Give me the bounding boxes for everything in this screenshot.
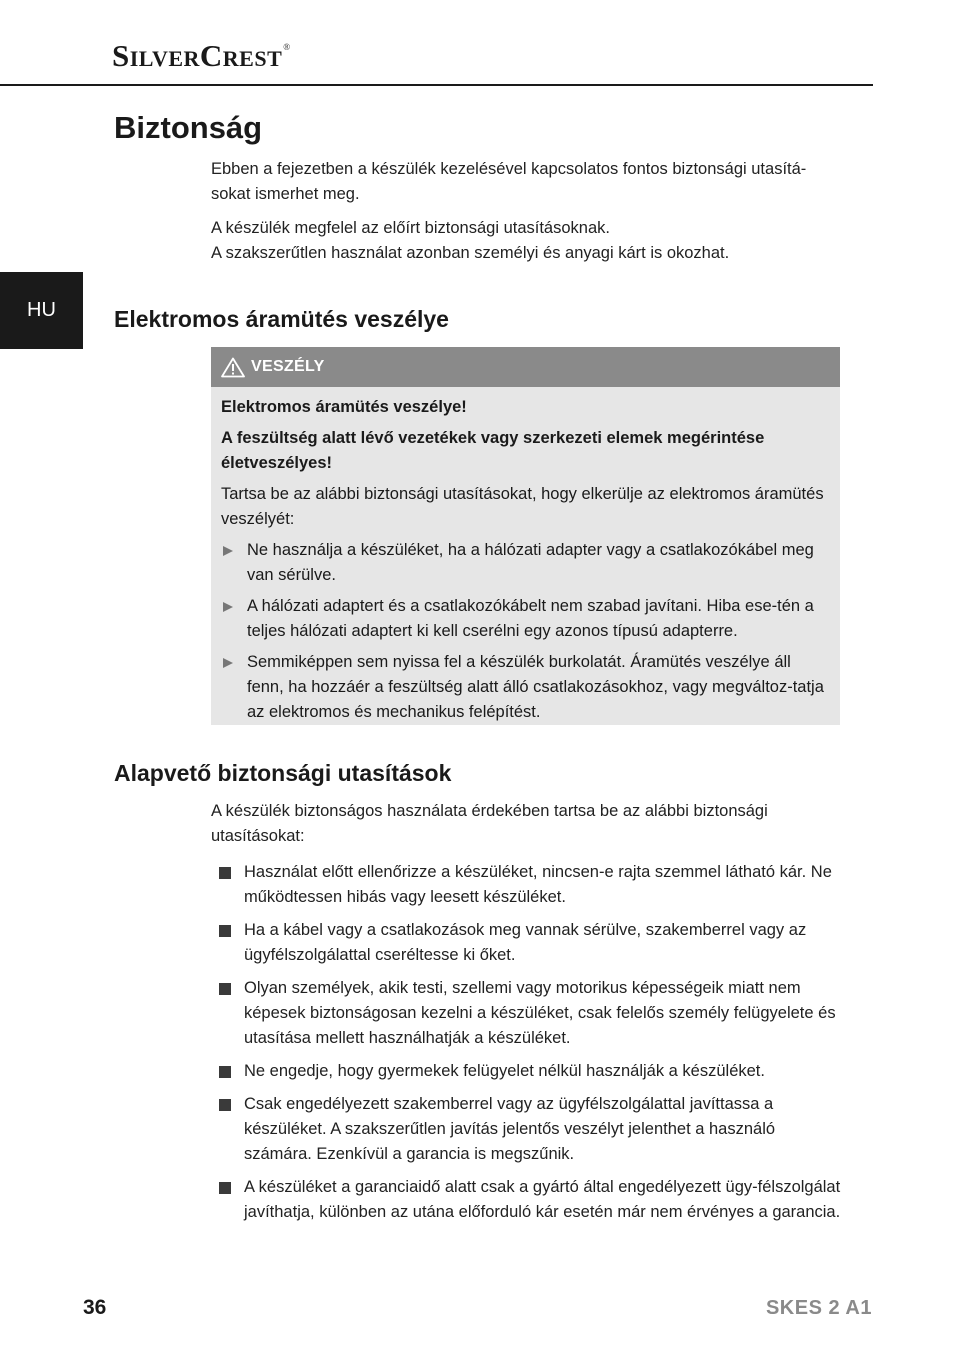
arrow-bullet-icon bbox=[223, 546, 233, 556]
square-bullet-icon bbox=[219, 1066, 231, 1078]
square-bullet-icon bbox=[219, 983, 231, 995]
warning-header bbox=[211, 347, 840, 387]
danger-warning-box bbox=[211, 347, 840, 725]
list-item: A hálózati adaptert és a csatlakozókábelt nem szabad javítani. Hiba ese-tén a teljes hálózati adaptert ki kell cserélni egy azonos típusú adapterre. bbox=[221, 594, 830, 644]
warning-body bbox=[211, 387, 840, 725]
page-title: Biztonság bbox=[114, 110, 263, 145]
arrow-bullet-icon bbox=[223, 602, 233, 612]
square-bullet-icon bbox=[219, 1099, 231, 1111]
square-bullet-icon bbox=[219, 867, 231, 879]
warning-triangle-icon bbox=[221, 357, 245, 378]
intro-paragraph-2 bbox=[211, 216, 841, 266]
intro-line-1: A készülék megfelel az előírt biztonsági utasításoknak. bbox=[211, 219, 610, 237]
section2-intro: A készülék biztonságos használata érdekében tartsa be az alábbi biztonsági utasításokat: bbox=[211, 802, 768, 845]
list-item: Ha a kábel vagy a csatlakozások meg vannak sérülve, szakemberrel vagy az ügyfélszolgálattal cseréltesse ki őket. bbox=[211, 918, 843, 968]
list-item: Használat előtt ellenőrizze a készüléket, nincsen-e rajta szemmel látható kár. Ne működtessen hibás vagy leesett készüléket. bbox=[211, 860, 843, 910]
warning-list bbox=[221, 538, 830, 725]
square-bullet-icon bbox=[219, 925, 231, 937]
section-title-electric-shock: Elektromos áramütés veszélye bbox=[114, 306, 449, 332]
list-item: Ne engedje, hogy gyermekek felügyelet nélkül használják a készüléket. bbox=[211, 1059, 843, 1084]
language-tab: HU bbox=[0, 272, 83, 349]
page-number: 36 bbox=[83, 1296, 107, 1319]
header-divider bbox=[0, 84, 873, 86]
warning-label: VESZÉLY bbox=[251, 358, 325, 375]
warning-bold-1: Elektromos áramütés veszélye! bbox=[221, 398, 467, 416]
arrow-bullet-icon bbox=[223, 658, 233, 668]
warning-text: Tartsa be az alábbi biztonsági utasításokat, hogy elkerülje az elektromos áramütés veszélyét: bbox=[221, 485, 824, 528]
list-item: Ne használja a készüléket, ha a hálózati adapter vagy a csatlakozókábel meg van sérülve. bbox=[221, 538, 830, 588]
intro-line-2: A szakszerűtlen használat azonban személyi és anyagi kárt is okozhat. bbox=[211, 244, 730, 262]
list-item: Olyan személyek, akik testi, szellemi vagy motorikus képességeik miatt nem képesek biztonságosan kezelni a készüléket, csak felelős személy felügyelete és utasítása mellett használhatják a készüléket. bbox=[211, 976, 843, 1051]
list-item: A készüléket a garanciaidő alatt csak a gyártó által engedélyezett ügy-félszolgálat javíthatja, különben az utána előforduló kár esetén már nem érvényes a garancia. bbox=[211, 1175, 843, 1225]
intro-paragraph-1: Ebben a fejezetben a készülék kezelésével kapcsolatos fontos biztonsági utasítá-sokat ismerhet meg. bbox=[211, 160, 807, 203]
square-bullet-icon bbox=[219, 1182, 231, 1194]
warning-bold-2: A feszültség alatt lévő vezetékek vagy szerkezeti elemek megérintése életveszélyes! bbox=[221, 429, 765, 472]
safety-list bbox=[211, 860, 843, 1233]
list-item: Csak engedélyezett szakemberrel vagy az ügyfélszolgálattal javíttassa a készüléket. A szakszerűtlen javítás jelentős veszélyt jelenthet a használó számára. Ezenkívül a garancia is megszűnik. bbox=[211, 1092, 843, 1167]
brand-logo: SilverCrest® bbox=[112, 38, 291, 73]
list-item: Semmiképpen sem nyissa fel a készülék burkolatát. Áramütés veszélye áll fenn, ha hozzáér a feszültség alatt álló csatlakozásokhoz, vagy megváltoz-tatja az elektromos és mechanikus felépítést. bbox=[221, 650, 830, 725]
model-number: SKES 2 A1 bbox=[765, 1297, 872, 1319]
section-title-basic-safety: Alapvető biztonsági utasítások bbox=[114, 760, 452, 786]
